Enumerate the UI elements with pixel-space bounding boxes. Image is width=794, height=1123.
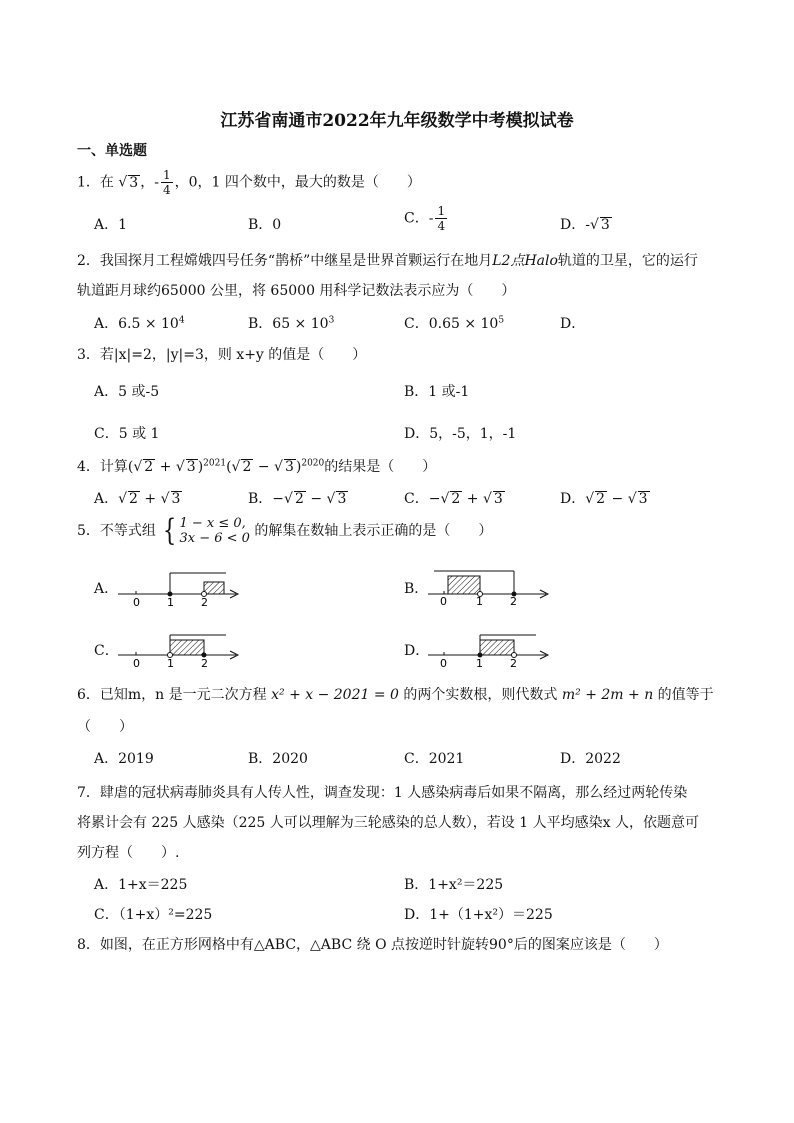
svg-text:0: 0 bbox=[440, 595, 447, 608]
q4-option-b: B．−√ 2 − √ 3 bbox=[248, 491, 347, 507]
q1-option-a: A．1 bbox=[94, 217, 128, 233]
q7-option-c: C．（1+x）²=225 bbox=[94, 907, 213, 923]
q7-option-b: B．1+x²＝225 bbox=[404, 877, 504, 893]
svg-text:0: 0 bbox=[133, 657, 140, 670]
q6-option-a: A．2019 bbox=[94, 751, 154, 767]
question-2-line1: 2．我国探月工程嫦娥四号任务“鹊桥”中继星是世界首颗运行在地月L2点Halo轨道的卫星，它的运行 bbox=[77, 253, 698, 269]
q1-option-b: B．0 bbox=[248, 217, 282, 233]
svg-text:2: 2 bbox=[510, 595, 517, 608]
svg-text:1: 1 bbox=[476, 657, 483, 670]
q2-option-d: D． bbox=[560, 316, 586, 332]
svg-text:2: 2 bbox=[201, 596, 208, 609]
svg-text:1: 1 bbox=[167, 657, 174, 670]
question-7-line3: 列方程（ ）. bbox=[77, 845, 180, 861]
q2-option-b: B．$65 \times 10^3$ bbox=[248, 315, 335, 332]
q6-option-d: D．2022 bbox=[560, 751, 621, 767]
q5-option-c-number-line bbox=[118, 630, 243, 672]
question-2-line2: 轨道距月球约65000 公里，将 65000 用科学记数法表示应为（ ） bbox=[77, 283, 516, 299]
q1-option-d: D．-√ 3 bbox=[560, 217, 610, 233]
question-1-stem: 1．在 √ 3 ，- $\frac{1}{4}$ ，0，1 四个数中，最大的数是（ ） bbox=[77, 168, 421, 197]
q3-option-a: A．5 或-5 bbox=[94, 384, 160, 400]
q5-option-a-label: A． bbox=[94, 581, 119, 597]
svg-text:2: 2 bbox=[510, 657, 517, 670]
question-4-stem: 4．计算(√ 2 + √ 3 )$^{2021}$(√ 2 − √ 3 )$^{2020}$的结果是（ ） bbox=[77, 458, 437, 475]
q4-option-a: A．√ 2 + √ 3 bbox=[94, 491, 181, 507]
q5-option-d-label: D． bbox=[404, 643, 430, 659]
svg-text:1: 1 bbox=[476, 595, 483, 608]
svg-text:1: 1 bbox=[167, 596, 174, 609]
q5-option-c-label: C． bbox=[94, 643, 119, 659]
q7-option-d: D．1+（1+x²）＝225 bbox=[404, 907, 553, 923]
q6-option-b: B．2020 bbox=[248, 751, 308, 767]
q5-option-b-label: B． bbox=[404, 581, 429, 597]
q2-option-c: C．$0.65 \times 10^5$ bbox=[404, 315, 505, 332]
question-8-stem: 8．如图，在正方形网格中有△ABC，△ABC 绕 O 点按逆时针旋转90°后的图案应该是（ ） bbox=[77, 937, 668, 953]
q5-option-d-number-line bbox=[428, 630, 553, 672]
q7-option-a: A．1+x＝225 bbox=[94, 877, 188, 893]
q4-option-c: C．−√ 2 + √ 3 bbox=[404, 491, 503, 507]
q4-option-d: D．√ 2 − √ 3 bbox=[560, 491, 648, 507]
question-7-line1: 7．肆虐的冠状病毒肺炎具有人传人性，调查发现：1 人感染病毒后如果不隔离，那么经过两轮传染 bbox=[77, 785, 688, 801]
question-6-paren: （ ） bbox=[77, 719, 133, 735]
q3-option-b: B．1 或-1 bbox=[404, 384, 470, 400]
q5-option-b-number-line bbox=[428, 566, 553, 608]
section-heading: 一、单选题 bbox=[77, 143, 147, 159]
question-3-stem: 3．若|x|=2，|y|=3，则 x+y 的值是（ ） bbox=[77, 347, 367, 363]
fraction: $\frac{1}{4}$ bbox=[162, 168, 171, 197]
page-title: 江苏省南通市2022年九年级数学中考模拟试卷 bbox=[220, 111, 574, 131]
question-5-stem: 5．不等式组 { 1 − x ≤ 0, 3x − 6 < 0 的解集在数轴上表示正确的是（ ） bbox=[77, 513, 493, 548]
svg-text:2: 2 bbox=[201, 657, 208, 670]
q3-option-d: D．5，-5，1，-1 bbox=[404, 426, 517, 442]
svg-text:0: 0 bbox=[133, 596, 140, 609]
question-7-line2: 将累计会有 225 人感染（225 人可以理解为三轮感染的总人数），若设 1 人平均感染x 人，依题意可 bbox=[77, 815, 699, 831]
q1-option-c: C．- $\frac{1}{4}$ bbox=[404, 204, 446, 233]
q2-option-a: A．$6.5 \times 10^4$ bbox=[94, 315, 185, 332]
q5-option-a-number-line bbox=[118, 570, 243, 612]
q6-option-c: C．2021 bbox=[404, 751, 465, 767]
q3-option-c: C．5 或 1 bbox=[94, 426, 160, 442]
question-6-stem: 6．已知m，n 是一元二次方程 x² + x − 2021 = 0 的两个实数根，则代数式 m² + 2m + n 的值等于 bbox=[77, 687, 714, 703]
svg-text:0: 0 bbox=[440, 657, 447, 670]
